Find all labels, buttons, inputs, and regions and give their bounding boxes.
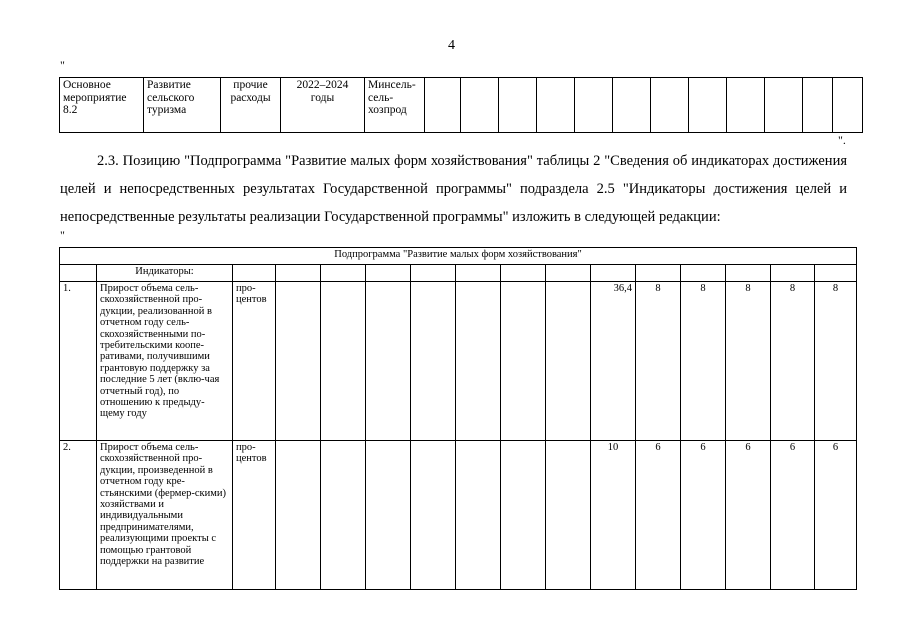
empty-cell bbox=[411, 441, 456, 590]
empty-cell bbox=[276, 265, 321, 282]
empty-cell bbox=[461, 78, 499, 133]
indicator-value: 10 bbox=[591, 441, 636, 590]
expense-type-cell: прочие расходы bbox=[221, 78, 281, 133]
amendment-text: 2.3. Позицию "Подпрограмма "Развитие малых форм хозяйствования" таблицы 2 "Сведения об индикаторах достижения целей и непосредственных результатах Государственной программы" подраздела 2.5 "Индикаторы достижения целей и непосредственные результаты реализации Государственной программы" изложить в следующей редакции: bbox=[60, 153, 847, 225]
empty-cell bbox=[501, 265, 546, 282]
years-cell: 2022–2024 годы bbox=[281, 78, 365, 133]
indicators-label: Индикаторы: bbox=[97, 265, 233, 282]
empty-cell bbox=[613, 78, 651, 133]
empty-cell bbox=[60, 265, 97, 282]
indicator-value: 8 bbox=[681, 282, 726, 441]
activity-name-cell: Основное мероприятие 8.2 bbox=[60, 78, 144, 133]
indicator-unit: про-центов bbox=[233, 282, 276, 441]
indicator-name: Прирост объема сель-скохозяйственной про-дукции, произведенной в отчетном году кре-стьянскими (фермер-скими) хозяйствами и индивидуальными предпринимателями, реализующими проекты с помощью грантовой поддержки на развитие bbox=[97, 441, 233, 590]
empty-cell bbox=[771, 265, 815, 282]
amendment-paragraph bbox=[60, 147, 847, 231]
empty-cell bbox=[575, 78, 613, 133]
indicator-name: Прирост объема сель-скохозяйственной про-дукции, реализованной в отчетном году сель-скохозяйственными по-требительскими коопе-ративами, получившими грантовую поддержку за последние 5 лет (вклю-чая отчетный год), по отношению к предыду-щему году bbox=[97, 282, 233, 441]
empty-cell bbox=[591, 265, 636, 282]
empty-cell bbox=[636, 265, 681, 282]
indicators-table bbox=[59, 247, 857, 590]
indicator-unit: про-центов bbox=[233, 441, 276, 590]
indicator-value: 6 bbox=[681, 441, 726, 590]
empty-cell bbox=[726, 265, 771, 282]
empty-cell bbox=[321, 441, 366, 590]
empty-cell bbox=[276, 282, 321, 441]
subprogram-title: Подпрограмма "Развитие малых форм хозяйствования" bbox=[60, 248, 857, 265]
indicator-value: 6 bbox=[771, 441, 815, 590]
empty-cell bbox=[546, 282, 591, 441]
empty-cell bbox=[499, 78, 537, 133]
empty-cell bbox=[727, 78, 765, 133]
empty-cell bbox=[425, 78, 461, 133]
empty-cell bbox=[411, 282, 456, 441]
table-row bbox=[60, 265, 857, 282]
empty-cell bbox=[546, 265, 591, 282]
indicator-value: 8 bbox=[726, 282, 771, 441]
empty-cell bbox=[456, 265, 501, 282]
empty-cell bbox=[233, 265, 276, 282]
quote-mark-open: " bbox=[60, 58, 65, 72]
quote-mark-close: ". bbox=[838, 133, 846, 147]
empty-cell bbox=[689, 78, 727, 133]
empty-cell bbox=[321, 282, 366, 441]
empty-cell bbox=[501, 441, 546, 590]
empty-cell bbox=[366, 282, 411, 441]
executor-cell: Минсель-сель-хозпрод bbox=[365, 78, 425, 133]
empty-cell bbox=[411, 265, 456, 282]
table-row bbox=[60, 282, 857, 441]
empty-cell bbox=[366, 265, 411, 282]
empty-cell bbox=[501, 282, 546, 441]
empty-cell bbox=[765, 78, 803, 133]
table-row bbox=[60, 441, 857, 590]
indicator-value: 36,4 bbox=[591, 282, 636, 441]
empty-cell bbox=[815, 265, 857, 282]
quote-mark-open-2: " bbox=[60, 228, 65, 242]
indicator-value: 8 bbox=[636, 282, 681, 441]
empty-cell bbox=[651, 78, 689, 133]
row-number: 1. bbox=[60, 282, 97, 441]
empty-cell bbox=[276, 441, 321, 590]
indicator-value: 6 bbox=[815, 441, 857, 590]
activity-title-cell: Развитие сельского туризма bbox=[144, 78, 221, 133]
row-number: 2. bbox=[60, 441, 97, 590]
indicator-value: 8 bbox=[815, 282, 857, 441]
empty-cell bbox=[681, 265, 726, 282]
empty-cell bbox=[456, 441, 501, 590]
empty-cell bbox=[321, 265, 366, 282]
empty-cell bbox=[546, 441, 591, 590]
indicator-value: 6 bbox=[726, 441, 771, 590]
empty-cell bbox=[456, 282, 501, 441]
indicator-value: 6 bbox=[636, 441, 681, 590]
program-activity-table bbox=[59, 77, 863, 133]
empty-cell bbox=[366, 441, 411, 590]
indicator-value: 8 bbox=[771, 282, 815, 441]
table-row bbox=[60, 78, 863, 133]
empty-cell bbox=[833, 78, 863, 133]
empty-cell bbox=[537, 78, 575, 133]
page-number: 4 bbox=[448, 38, 455, 53]
empty-cell bbox=[803, 78, 833, 133]
table-title-row bbox=[60, 248, 857, 265]
